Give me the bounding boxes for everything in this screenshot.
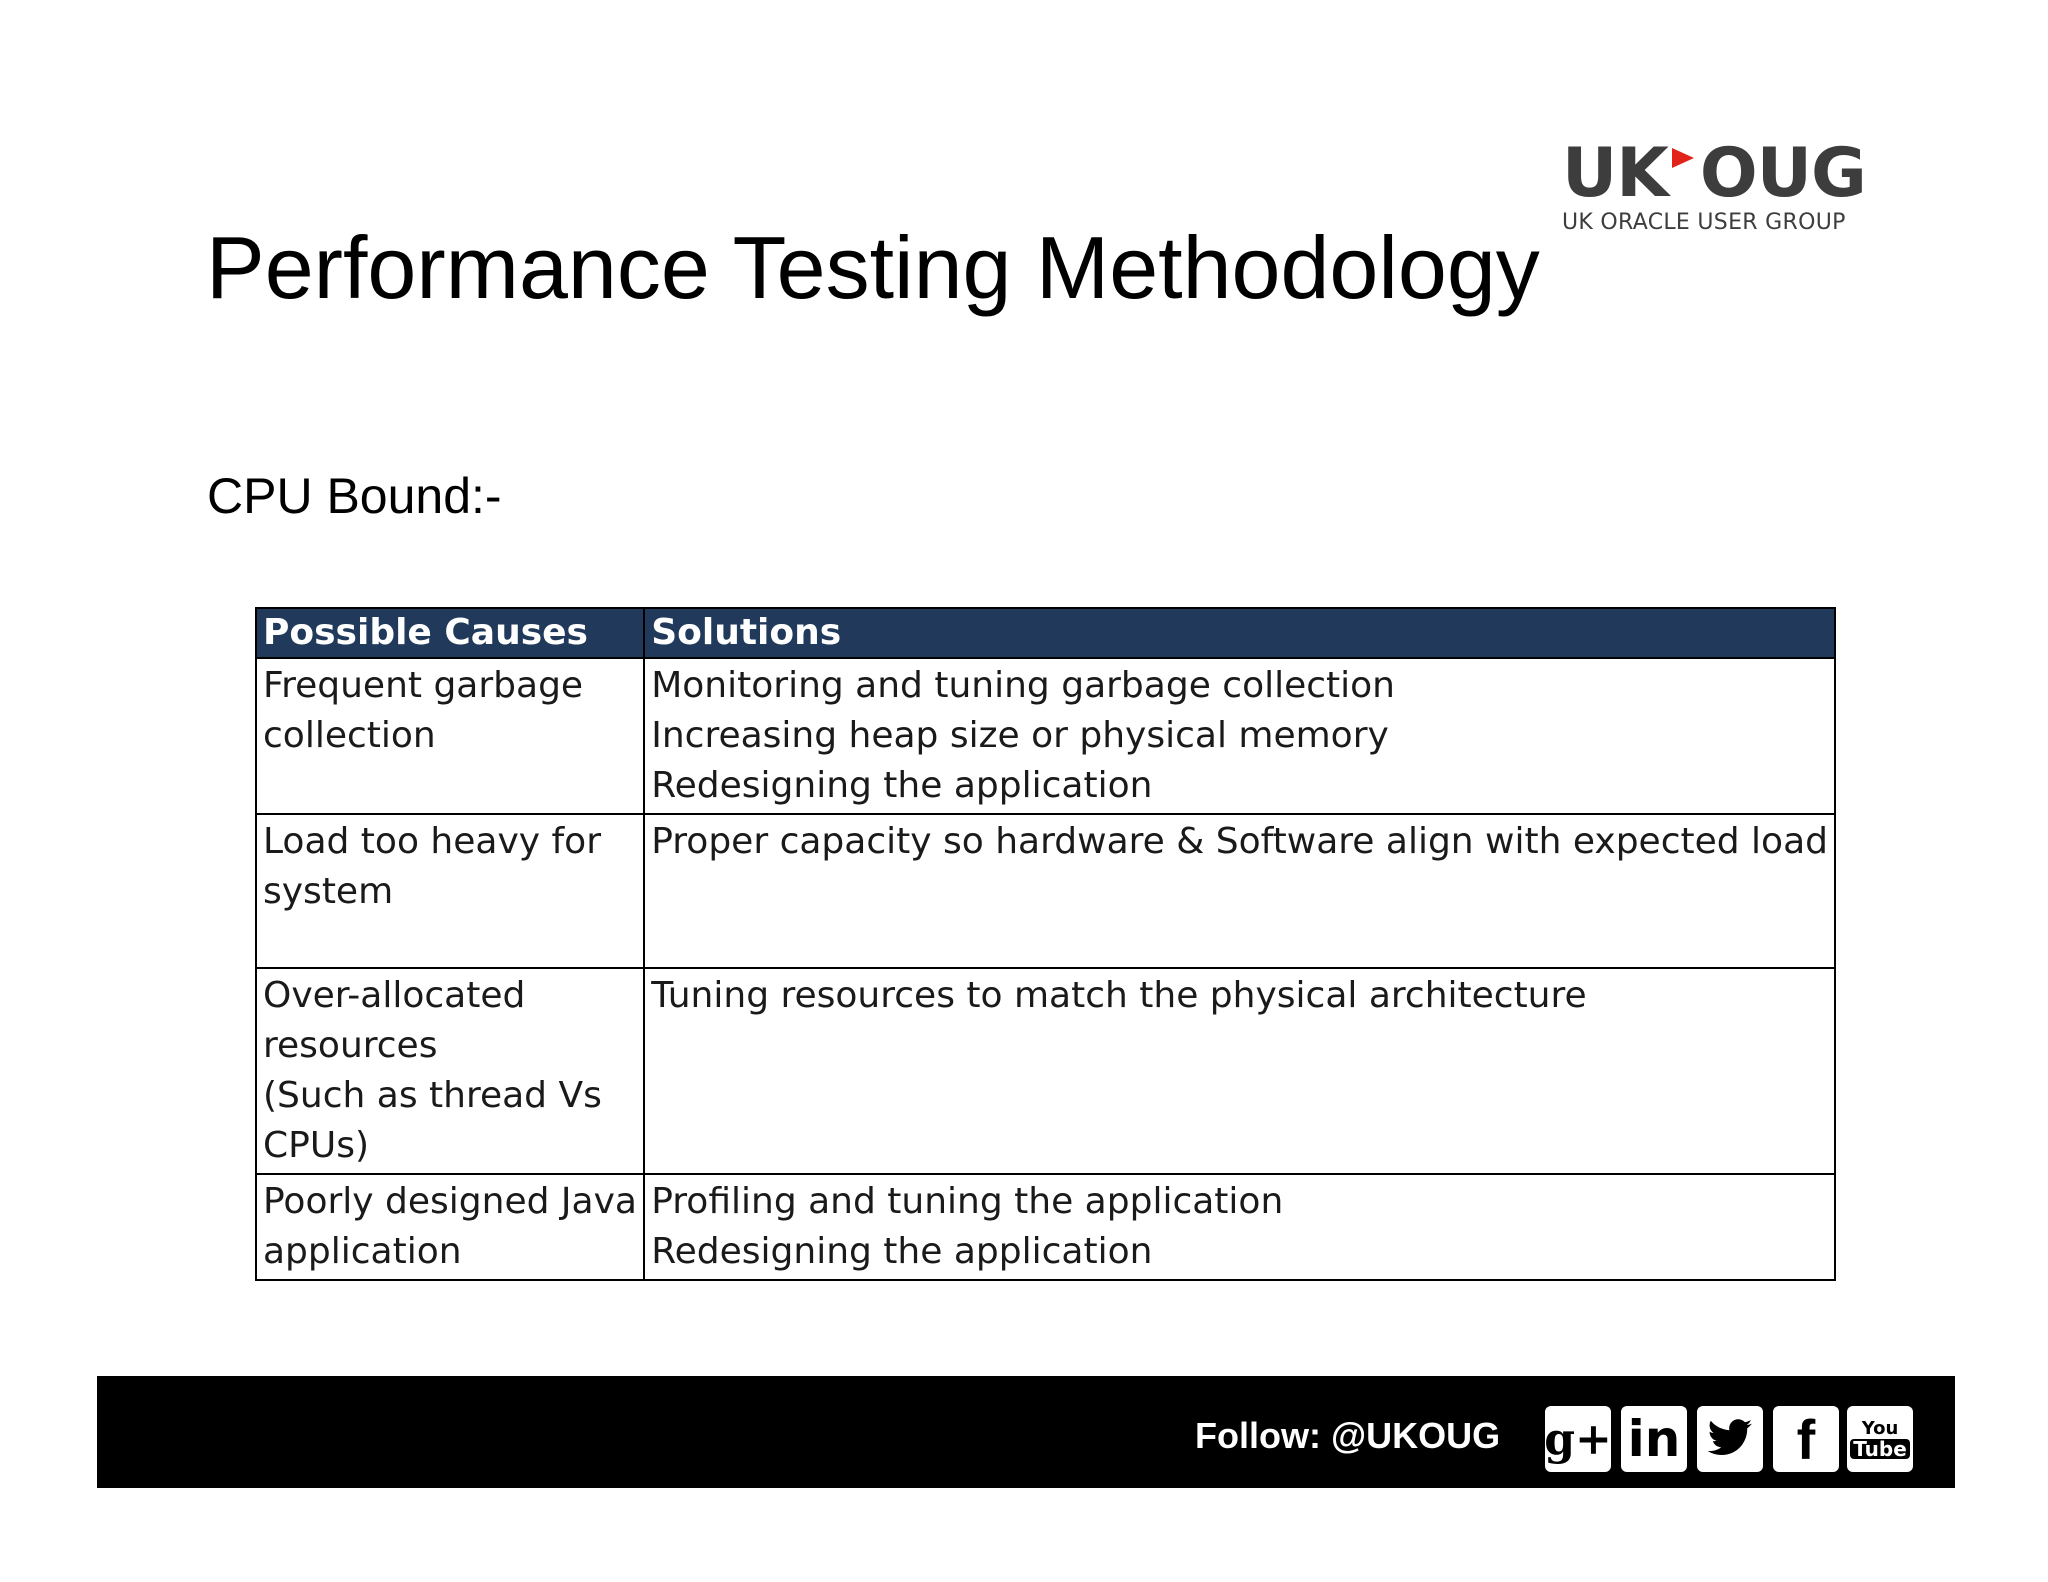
google-plus-icon[interactable] [1545,1406,1611,1472]
header-possible-causes: Possible Causes [256,608,644,658]
table-header-row [256,608,1835,658]
solution-text: Proper capacity so hardware & Software align with expected load [651,821,1828,862]
facebook-glyph: f [1796,1407,1816,1471]
logo-mark-right: OUG [1699,134,1866,213]
table-row [256,1174,1835,1280]
cause-text: Over-allocated resources (Such as thread Vs CPUs) [263,975,602,1166]
solutions-cell [644,1174,1835,1280]
youtube-top-text: You [1861,1418,1899,1439]
solutions-cell [644,658,1835,814]
follow-text: Follow: @UKOUG [1195,1415,1501,1456]
causes-solutions-table [255,607,1836,1281]
header-solutions: Solutions [644,608,1835,658]
table-row [256,814,1835,968]
cause-cell [256,1174,644,1280]
linkedin-glyph: in [1627,1410,1681,1468]
solution-text: Tuning resources to match the physical architecture [651,975,1587,1016]
facebook-icon[interactable] [1773,1406,1839,1472]
solution-text: Increasing heap size or physical memory [651,715,1389,756]
twitter-bird-icon [1706,1419,1754,1459]
solution-text: Redesigning the application [651,1231,1153,1272]
youtube-icon[interactable] [1847,1406,1913,1472]
footer-bar [97,1376,1955,1488]
linkedin-icon[interactable] [1621,1406,1687,1472]
table-row [256,968,1835,1174]
solution-text: Monitoring and tuning garbage collection [651,665,1396,706]
twitter-icon[interactable] [1697,1406,1763,1472]
logo-mark [1562,134,1866,213]
section-heading: CPU Bound:- [207,468,502,524]
cause-cell [256,658,644,814]
table-row [256,658,1835,814]
logo-mark-left: UK [1562,134,1668,213]
solution-text: Profiling and tuning the application [651,1181,1284,1222]
solutions-cell [644,814,1835,968]
solutions-cell [644,968,1835,1174]
cause-text: Poorly designed Java application [263,1181,637,1272]
solution-text: Redesigning the application [651,765,1153,806]
cause-text: Frequent garbage collection [263,665,584,756]
youtube-bottom-text: Tube [1850,1439,1910,1459]
logo-arrow-icon [1672,148,1694,168]
slide-title: Performance Testing Methodology [206,218,1540,317]
ukoug-logo [1562,134,1866,235]
cause-cell [256,968,644,1174]
logo-subtitle: UK ORACLE USER GROUP [1562,210,1846,235]
google-plus-glyph: g+ [1544,1413,1612,1465]
cause-cell [256,814,644,968]
cause-text: Load too heavy for system [263,821,601,912]
